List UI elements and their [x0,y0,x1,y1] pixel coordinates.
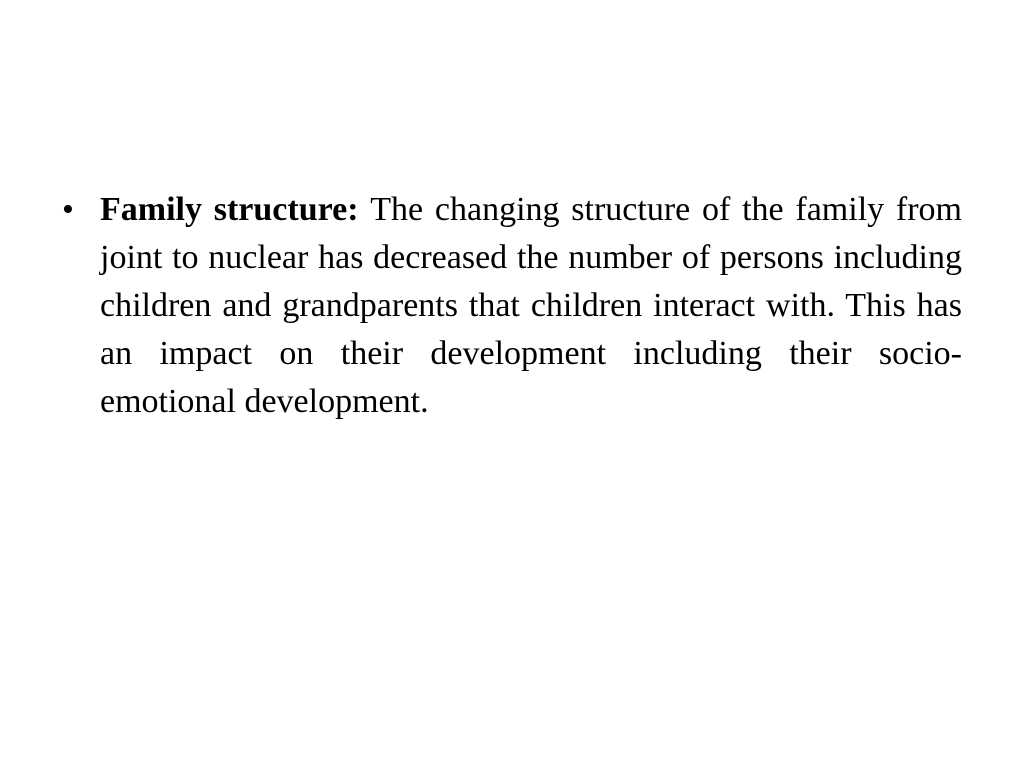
bullet-item-family-structure [60,186,962,426]
bullet-list [60,186,962,426]
bullet-text: The changing structure of the family from joint to nuclear has decreased the number of persons including children and grandparents that children interact with. This has an impact on their development including their socio- emotional development. [100,191,963,420]
bullet-term: Family structure: [100,191,371,228]
bullet-marker: • [62,191,74,228]
